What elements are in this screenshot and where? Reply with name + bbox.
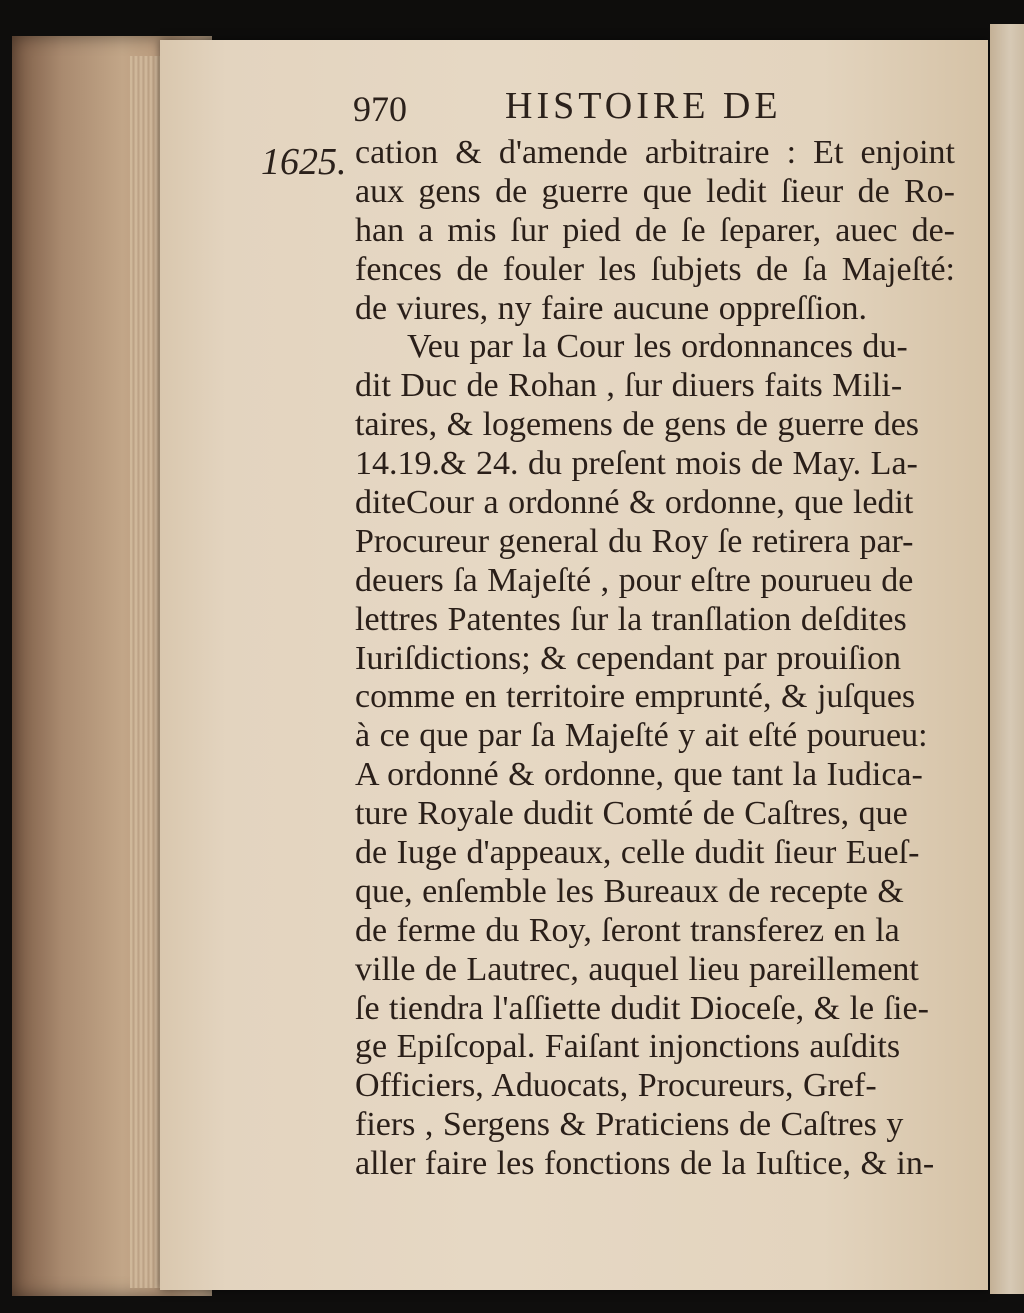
text-line: Iuriſdictions; & cependant par prouiſion xyxy=(355,639,901,677)
text-line: de viures, ny faire aucune oppreſſion. xyxy=(355,289,867,327)
text-line: aux gens de guerre que ledit ſieur de Ro- xyxy=(355,172,955,210)
text-line: fiers , Sergens & Praticiens de Caſtres y xyxy=(355,1106,904,1144)
text-line: A ordonné & ordonne, que tant la Iudica- xyxy=(355,756,923,794)
text-line: cation & d'amende arbitraire : Et enjoint xyxy=(355,134,955,171)
text-line: à ce que par ſa Majeſté y ait eſté pourueu: xyxy=(355,717,928,755)
facing-page-sliver xyxy=(990,24,1024,1294)
text-line: deuers ſa Majeſté , pour eſtre pourueu de xyxy=(355,561,914,599)
text-line: de Iuge d'appeaux, celle dudit ſieur Eueſ- xyxy=(355,834,920,872)
running-title: HISTOIRE DE xyxy=(505,85,782,127)
text-line: lettres Patentes ſur la tranſlation deſdites xyxy=(355,600,907,638)
text-line: 14.19.& 24. du preſent mois de May. La- xyxy=(355,445,918,483)
text-line: ture Royale dudit Comté de Caſtres, que xyxy=(355,795,908,833)
text-line: fences de fouler les ſubjets de ſa Majeſté: xyxy=(355,250,955,288)
text-line: diteCour a ordonné & ordonne, que ledit xyxy=(355,484,914,522)
text-line: Officiers, Aduocats, Procureurs, Gref- xyxy=(355,1067,877,1105)
background-top xyxy=(0,0,1024,40)
text-line: que, enſemble les Bureaux de recepte & xyxy=(355,872,904,910)
running-head xyxy=(353,84,953,134)
body-text xyxy=(355,134,955,1184)
text-line: taires, & logemens de gens de guerre des xyxy=(355,406,920,444)
text-line: aller faire les fonctions de la Iuſtice, & in- xyxy=(355,1145,935,1183)
text-line: ge Epiſcopal. Faiſant injonctions auſdits xyxy=(355,1028,901,1066)
text-line: Veu par la Cour les ordonnances du- xyxy=(407,328,908,366)
text-line: dit Duc de Rohan , ſur diuers faits Mili- xyxy=(355,367,903,405)
page-number: 970 xyxy=(353,89,407,129)
text-line: Procureur general du Roy ſe retirera par- xyxy=(355,522,914,560)
text-line: comme en territoire emprunté, & juſques xyxy=(355,678,916,716)
text-line: de ferme du Roy, ſeront transferez en la xyxy=(355,911,900,949)
text-line: ſe tiendra l'aſſiette dudit Dioceſe, & le ſie- xyxy=(355,989,929,1027)
text-line: han a mis ſur pied de ſe ſeparer, auec de- xyxy=(355,211,955,249)
margin-year: 1625. xyxy=(261,141,347,183)
text-line: ville de Lautrec, auquel lieu pareillement xyxy=(355,950,919,988)
